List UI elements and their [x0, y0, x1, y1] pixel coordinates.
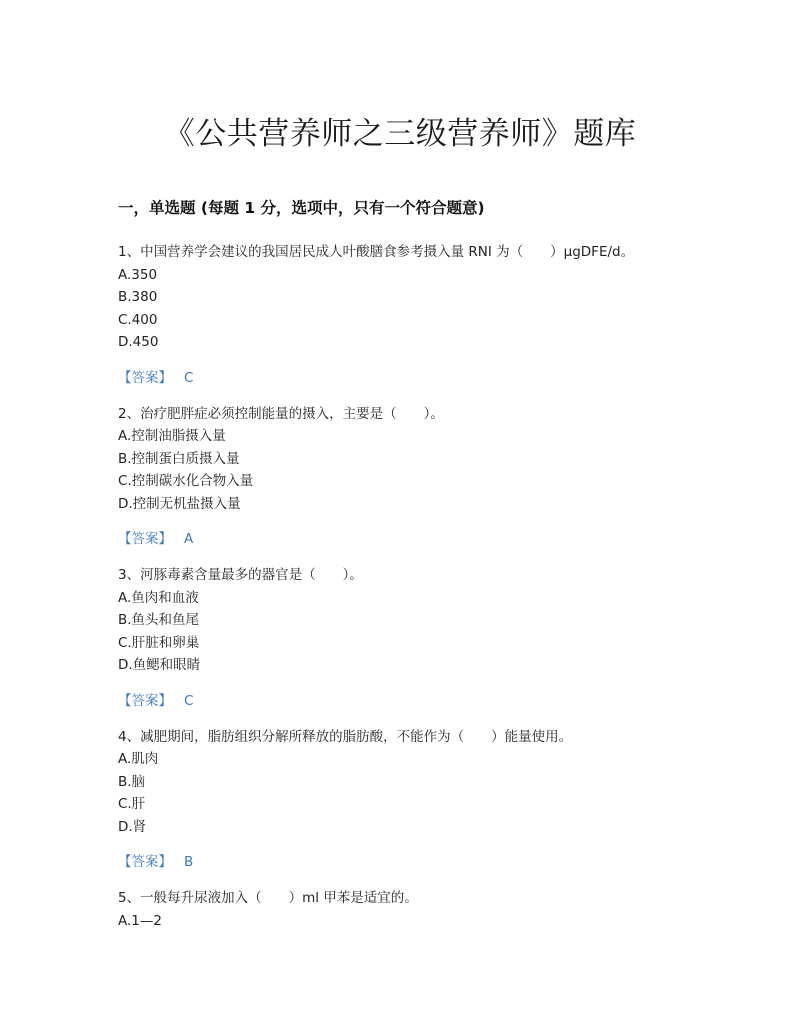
- answer-row: [118, 528, 718, 550]
- option-b: B.脑: [118, 773, 146, 790]
- answer-value: A: [184, 531, 194, 547]
- option-a: A.肌肉: [118, 751, 159, 767]
- answer-row: [118, 367, 718, 389]
- option-a: A.控制油脂摄入量: [118, 428, 226, 444]
- option-a: A.350: [118, 266, 158, 283]
- option-c: C.肝: [118, 796, 146, 812]
- option-c: C.控制碳水化合物入量: [118, 473, 254, 489]
- option-d: D.控制无机盐摄入量: [118, 495, 241, 512]
- answer-label: 【答案】: [118, 531, 172, 547]
- answer-value: C: [184, 692, 194, 709]
- question-2: [118, 403, 718, 551]
- answer-value: C: [184, 369, 194, 386]
- option-a: A.鱼肉和血液: [118, 589, 199, 606]
- option-c: C.400: [118, 311, 158, 328]
- option-c: C.肝脏和卵巢: [118, 634, 200, 651]
- question-text: 3、河豚毒素含量最多的器官是（ ）。: [118, 567, 363, 583]
- answer-label: 【答案】: [118, 369, 172, 386]
- question-4: [118, 726, 718, 874]
- option-d: D.鱼鳃和眼睛: [118, 657, 201, 673]
- question-text: 1、中国营养学会建议的我国居民成人叶酸膳食参考摄入量 RNI 为（ ）μgDFE/d。: [118, 244, 635, 260]
- answer-value: B: [184, 854, 194, 870]
- option-b: B.380: [118, 289, 158, 305]
- question-5: [118, 887, 718, 932]
- option-d: D.450: [118, 334, 159, 350]
- question-text: 5、一般每升尿液加入（ ）ml 甲苯是适宜的。: [118, 890, 418, 906]
- answer-row: [118, 851, 718, 873]
- question-text: 2、治疗肥胖症必须控制能量的摄入，主要是（ ）。: [118, 405, 444, 422]
- question-text: 4、减肥期间，脂肪组织分解所释放的脂肪酸，不能作为（ ）能量使用。: [118, 728, 573, 745]
- question-3: [118, 564, 718, 712]
- document-title: 《公共营养师之三级营养师》题库: [163, 116, 637, 152]
- question-1: [118, 241, 718, 389]
- answer-row: [118, 690, 718, 712]
- answer-label: 【答案】: [118, 692, 172, 709]
- section-heading: 一，单选题 (每题 1 分，选项中，只有一个符合题意): [118, 199, 485, 217]
- answer-label: 【答案】: [118, 854, 172, 870]
- option-d: D.肾: [118, 818, 147, 835]
- question-list: [118, 241, 718, 932]
- option-b: B.鱼头和鱼尾: [118, 612, 200, 628]
- option-b: B.控制蛋白质摄入量: [118, 450, 240, 467]
- option-a: A.1—2: [118, 912, 162, 929]
